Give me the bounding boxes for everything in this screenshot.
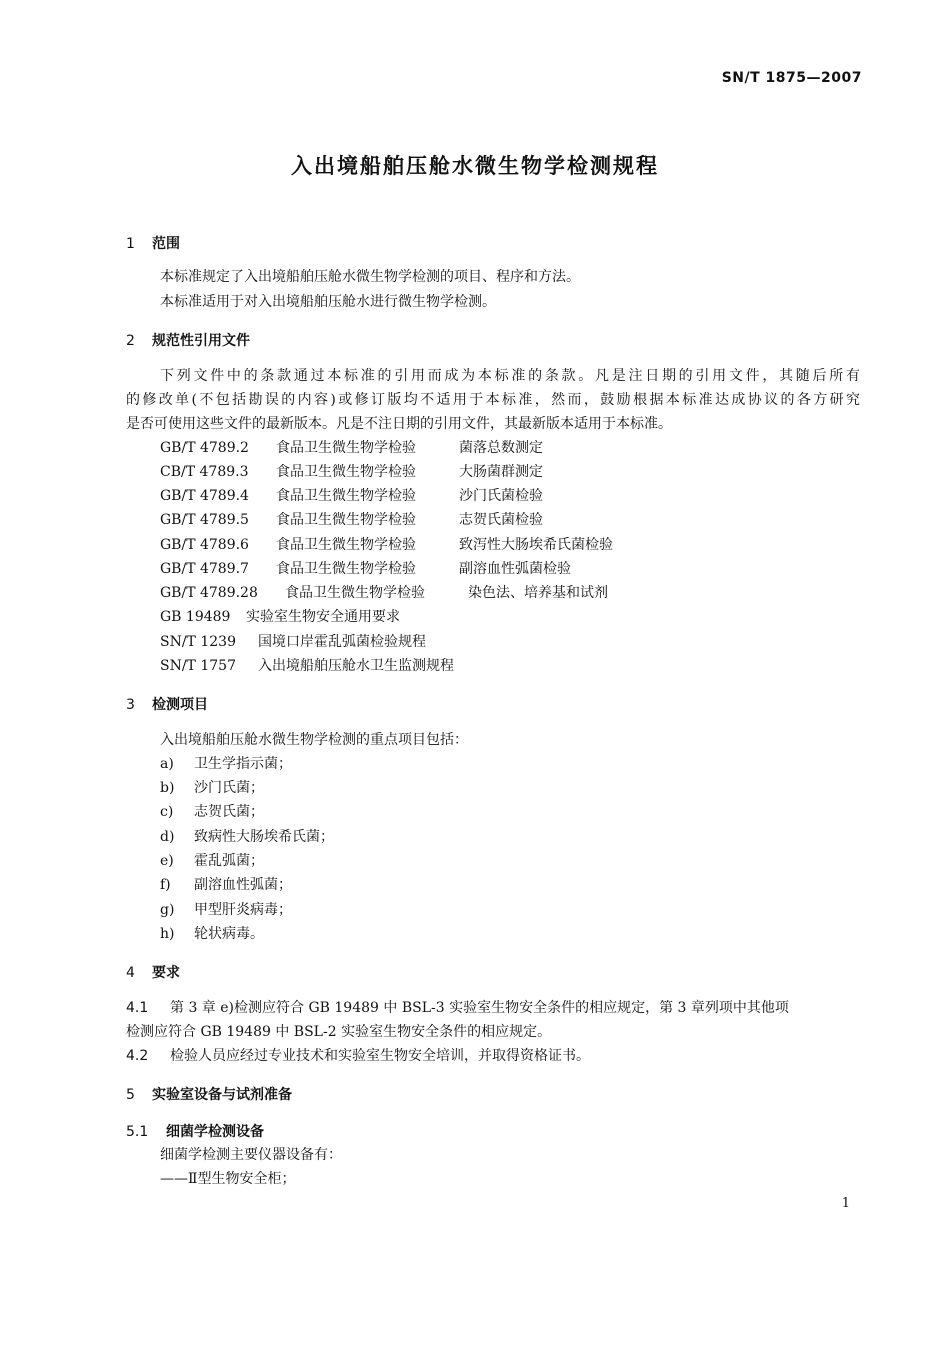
list-text: 甲型肝炎病毒； (194, 902, 292, 918)
section-4-heading (126, 962, 180, 982)
reference-code: GB/T 4789.5 (160, 512, 249, 528)
list-label: d) (160, 829, 175, 845)
reference-code: GB 19489 (160, 609, 231, 625)
reference-title: 食品卫生微生物学检验 (276, 440, 416, 456)
reference-subtitle: 大肠菌群测定 (459, 464, 543, 480)
paragraph: 本标准规定了入出境船舶压舱水微生物学检测的项目、程序和方法。 (160, 269, 580, 285)
list-text: 卫生学指示菌； (194, 756, 292, 772)
reference-code: GB/T 4789.2 (160, 440, 249, 456)
reference-item (160, 462, 543, 482)
list-label: g) (160, 902, 175, 918)
reference-item (160, 656, 454, 676)
reference-title: 国境口岸霍乱弧菌检验规程 (258, 634, 426, 650)
reference-title: 入出境船舶压舱水卫生监测规程 (258, 658, 454, 674)
paragraph: ——Ⅱ型生物安全柜； (160, 1171, 296, 1187)
list-label: a) (160, 756, 174, 772)
list-label: f) (160, 877, 171, 893)
clause-text-line: 检测应符合 GB 19489 中 BSL-2 实验室生物安全条件的相应规定。 (126, 1024, 552, 1040)
reference-code: GB/T 4789.4 (160, 488, 249, 504)
section-title: 要求 (152, 965, 180, 981)
reference-title: 食品卫生微生物学检验 (276, 464, 416, 480)
reference-subtitle: 副溶血性弧菌检验 (459, 561, 571, 577)
clause-number: 4.2 (126, 1048, 149, 1064)
subsection-title: 细菌学检测设备 (166, 1124, 264, 1140)
reference-item (160, 510, 543, 530)
reference-item (160, 632, 426, 652)
section-1-heading (126, 233, 180, 253)
subsection-number: 5.1 (126, 1124, 149, 1140)
section-2-heading (126, 330, 250, 350)
list-item (160, 851, 264, 871)
reference-item (160, 486, 543, 506)
section-title: 范围 (152, 236, 180, 252)
list-label: b) (160, 780, 175, 796)
list-text: 霍乱弧菌； (194, 853, 264, 869)
list-label: e) (160, 853, 174, 869)
reference-code: SN/T 1757 (160, 658, 236, 674)
paragraph: 本标准适用于对入出境船舶压舱水进行微生物学检测。 (160, 294, 496, 310)
reference-code: CB/T 4789.3 (160, 464, 249, 480)
list-text: 致病性大肠埃希氏菌； (194, 829, 334, 845)
reference-item (160, 583, 608, 603)
section-title: 实验室设备与试剂准备 (152, 1087, 292, 1103)
list-item (160, 875, 292, 895)
list-text: 副溶血性弧菌； (194, 877, 292, 893)
reference-code: GB/T 4789.28 (160, 585, 258, 601)
section-number: 2 (126, 333, 135, 349)
page-number: 1 (841, 1196, 850, 1211)
reference-title: 食品卫生微生物学检验 (276, 537, 416, 553)
reference-subtitle: 志贺氏菌检验 (459, 512, 543, 528)
reference-title: 食品卫生微生物学检验 (285, 585, 425, 601)
reference-code: GB/T 4789.7 (160, 561, 249, 577)
reference-subtitle: 沙门氏菌检验 (459, 488, 543, 504)
paragraph: 入出境船舶压舱水微生物学检测的重点项目包括： (160, 732, 468, 748)
reference-item (160, 607, 400, 627)
list-text: 轮状病毒。 (194, 926, 264, 942)
section-number: 5 (126, 1087, 135, 1103)
reference-subtitle: 致泻性大肠埃希氏菌检验 (459, 537, 613, 553)
reference-item (160, 559, 571, 579)
list-label: c) (160, 804, 174, 820)
section-3-heading (126, 694, 208, 714)
list-text: 志贺氏菌； (194, 804, 264, 820)
list-item (160, 778, 264, 798)
paragraph-line: 是否可使用这些文件的最新版本。凡是不注日期的引用文件，其最新版本适用于本标准。 (126, 416, 672, 432)
reference-subtitle: 菌落总数测定 (459, 440, 543, 456)
reference-code: GB/T 4789.6 (160, 537, 249, 553)
list-text: 沙门氏菌； (194, 780, 264, 796)
clause-text: 检验人员应经过专业技术和实验室生物安全培训，并取得资格证书。 (170, 1048, 590, 1064)
document-title: 入出境船舶压舱水微生物学检测规程 (291, 154, 659, 178)
paragraph: 细菌学检测主要仪器设备有： (160, 1147, 342, 1163)
paragraph-line: 下列文件中的条款通过本标准的引用而成为本标准的条款。凡是注日期的引用文件，其随后所有 (160, 368, 860, 384)
list-item (160, 754, 292, 774)
subsection-5-1-heading (126, 1121, 264, 1141)
reference-subtitle: 染色法、培养基和试剂 (468, 585, 608, 601)
section-5-heading (126, 1084, 292, 1104)
reference-code: SN/T 1239 (160, 634, 236, 650)
clause-4-2 (126, 1046, 590, 1066)
reference-title: 食品卫生微生物学检验 (276, 488, 416, 504)
reference-item (160, 438, 543, 458)
standard-code: SN/T 1875—2007 (721, 70, 862, 86)
paragraph-line: 的修改单(不包括勘误的内容)或修订版均不适用于本标准，然而，鼓励根据本标准达成协议的各方研究 (126, 392, 860, 408)
reference-item (160, 535, 613, 555)
clause-4-1 (126, 998, 789, 1018)
list-item (160, 827, 334, 847)
reference-title: 实验室生物安全通用要求 (246, 609, 400, 625)
clause-number: 4.1 (126, 1000, 149, 1016)
section-number: 3 (126, 697, 135, 713)
list-item (160, 924, 264, 944)
clause-text-line: 第 3 章 e)检测应符合 GB 19489 中 BSL-3 实验室生物安全条件的相应规定，第 3 章列项中其他项 (170, 1000, 789, 1016)
list-item (160, 900, 292, 920)
section-title: 检测项目 (152, 697, 208, 713)
reference-title: 食品卫生微生物学检验 (276, 512, 416, 528)
list-item (160, 802, 264, 822)
section-number: 1 (126, 236, 135, 252)
list-label: h) (160, 926, 175, 942)
section-number: 4 (126, 965, 135, 981)
reference-title: 食品卫生微生物学检验 (276, 561, 416, 577)
section-title: 规范性引用文件 (152, 333, 250, 349)
